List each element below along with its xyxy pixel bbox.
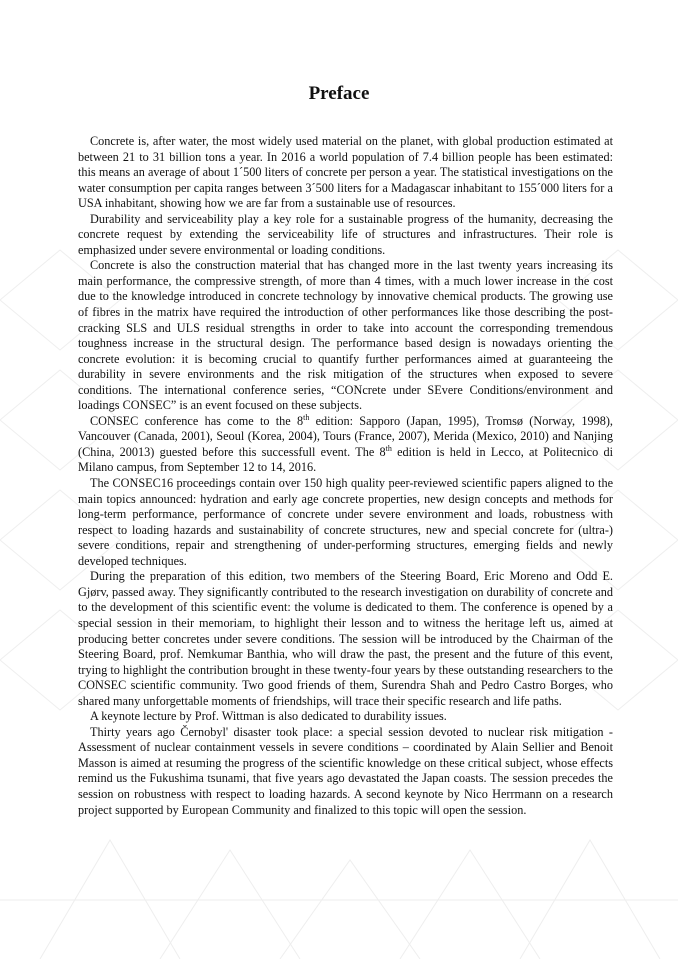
paragraph-keynote-wittman: A keynote lecture by Prof. Wittman is also dedicated to durability issues. xyxy=(90,709,447,724)
paragraph-durability-serviceability: Durability and serviceability play a key role for a sustainable progress of the humanity, decreasing the concrete request by extending the serviceability life of structures and infrastructures. Their role is emphasized under severe environmental or loading conditions. xyxy=(78,211,613,257)
ordinal-superscript: th xyxy=(385,443,392,453)
paragraph-consec-history-part-b: edition: Sapporo (Japan, 1995), Tromsø (Norway, 1998), Vancouver (Canada, 2001), Seoul (Korea, 2004), Tours (France, 2007), Merida (Mexico, 2010) and Nanjing (China, 20013) guested before this successfull event. The 8 xyxy=(78,413,613,459)
preface-body xyxy=(78,134,613,818)
ordinal-superscript: th xyxy=(303,412,310,422)
paragraph-world-concrete-use: Concrete is, after water, the most widely used material on the planet, with global production estimated at between 21 to 31 billion tons a year. In 2016 a world population of 7.4 billion people has been estimated: this means an average of about 1´500 liters of concrete per person a year. The statistical investigations on the water consumption per capita ranges between 3´500 liters for a Madagascar inhabitant to 155´000 liters for a USA inhabitant, showing how we are far from a sustainable use of resources. xyxy=(78,134,613,211)
paragraph-memoriam-session: During the preparation of this edition, two members of the Steering Board, Eric Moreno and Odd E. Gjørv, passed away. They significantly contributed to the research investigation on durability of concrete and to the development of this scientific event: the volume is dedicated to them. The conference is opened by a special session in their memoriam, to highlight their lesson and to witness the heritage left us, aimed at producing better concretes under severe conditions. The session will be introduced by the Chairman of the Steering Board, prof. Nemkumar Banthia, who will draw the past, the present and the future of this event, trying to highlight the contribution brought in these twenty-four years by these outstanding researchers to the CONSEC scientific community. Two good friends of them, Surendra Shah and Pedro Castro Borges, who shared many unforgettable moments of friendships, will trace their specific research and life paths. xyxy=(78,569,613,708)
paragraph-consec-history-part-a: CONSEC conference has come to the 8 xyxy=(90,413,304,428)
paragraph-consec-history xyxy=(78,414,613,476)
page-title: Preface xyxy=(308,83,370,104)
paragraph-consec-history-part-c: edition is held in Lecco, at Politecnico di Milano campus, from September 12 to 14, 2016. xyxy=(78,444,613,475)
paragraph-nuclear-session: Thirty years ago Černobyl' disaster took place: a special session devoted to nuclear risk mitigation - Assessment of nuclear containment vessels in severe conditions – coordinated by Alain Sellier and Benoit Masson is aimed at resuming the progress of the scientific knowledge on these critical subject, whose effects remind us the Fukushima tsunami, that five years ago devastated the Japan coasts. The session precedes the session on robustness with respect to loading hazards. A second keynote by Nico Herrmann on a research project supported by European Community and finalized to this topic will open the session. xyxy=(78,724,613,817)
paragraph-proceedings-topics: The CONSEC16 proceedings contain over 150 high quality peer-reviewed scientific papers aligned to the main topics announced: hydration and early age concrete properties, new design concepts and methods for long-term performance, performance of concrete under severe environment and loads, robustness with respect to loading hazards and sustainability of concrete structures, new and special concrete for (ultra-) severe conditions, repair and strengthening of under-performing structures, emerging fields and newly developed techniques. xyxy=(78,476,613,568)
paragraph-concrete-evolution: Concrete is also the construction material that has changed more in the last twenty years increasing its main performance, the compressive strength, of more than 4 times, with a much lower increase in the cost due to the knowledge introduced in concrete technology by innovative chemical products. The growing use of fibres in the matrix have required the introduction of other performances like those describing the post-cracking SLS and ULS residual strengths in order to take into account the corresponding tremendous toughness increase in the structural design. The performance based design is nowadays orienting the concrete evolution: it is becoming crucial to quantify further performances aimed at guaranteeing the durability in severe environments and the risk mitigation of the structures when exposed to severe conditions. The international conference series, “CONcrete under SEvere Conditions/environment and loadings CONSEC” is an event focused on these subjects. xyxy=(78,258,613,413)
